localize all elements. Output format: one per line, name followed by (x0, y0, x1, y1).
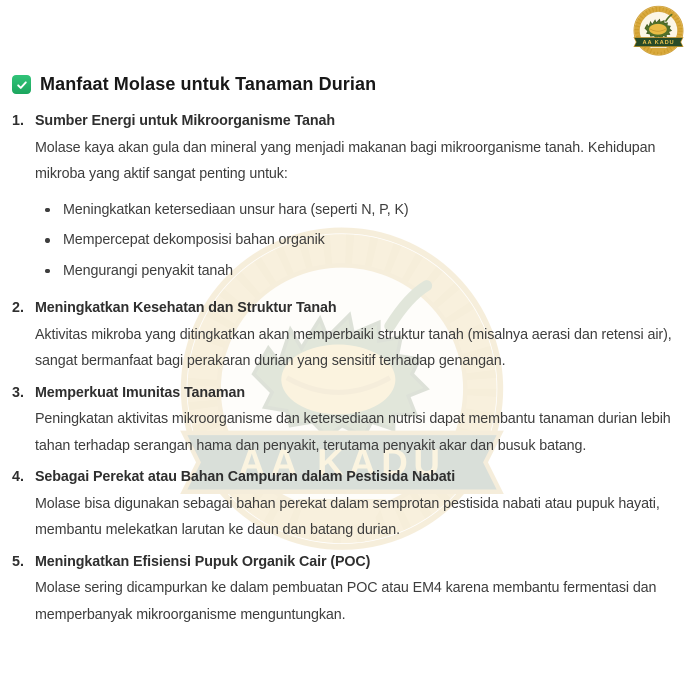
bullet-item: Mengurangi penyakit tanah (35, 258, 678, 285)
section-body: Molase kaya akan gula dan mineral yang menjadi makanan bagi mikroorganisme tanah. Kehidupan mikroba yang aktif sangat penting untuk: (35, 139, 656, 182)
page-title-row (12, 74, 678, 95)
section-heading: Meningkatkan Efisiensi Pupuk Organik Cair (POC) (35, 553, 371, 570)
check-icon (12, 75, 31, 94)
section-item (12, 108, 678, 290)
section-number: 2. (12, 300, 24, 316)
section-item (12, 380, 678, 460)
section-body: Peningkatan aktivitas mikroorganisme dan ketersediaan nutrisi dapat membantu tanaman durian lebih tahan terhadap serangan hama dan penyakit, terutama penyakit akar dan busuk batang. (35, 411, 671, 454)
section-number: 3. (12, 384, 24, 401)
bullet-item: Meningkatkan ketersediaan unsur hara (seperti N, P, K) (35, 197, 678, 224)
section-number: 1. (12, 113, 24, 129)
section-heading: Sebagai Perekat atau Bahan Campuran dalam Pestisida Nabati (35, 469, 456, 485)
page-title: Manfaat Molase untuk Tanaman Durian (40, 74, 377, 94)
section-item (12, 464, 678, 544)
section-body: Molase sering dicampurkan ke dalam pembuatan POC atau EM4 karena membantu fermentasi dan memperbanyak mikroorganisme menguntungkan. (35, 580, 657, 623)
section-heading: Meningkatkan Kesehatan dan Struktur Tanah (35, 300, 337, 316)
bullet-item: Mempercepat dekomposisi bahan organik (35, 227, 678, 254)
section-number: 4. (12, 469, 24, 485)
section-body: Aktivitas mikroba yang ditingkatkan akan memperbaiki struktur tanah (misalnya aerasi dan retensi air), sangat bermanfaat bagi perakaran durian yang sensitif terhadap genangan. (35, 326, 672, 369)
section-heading: Memperkuat Imunitas Tanaman (35, 384, 245, 401)
section-item (12, 549, 678, 629)
document-body (12, 74, 678, 633)
section-item (12, 295, 678, 375)
bullet-list (35, 197, 678, 285)
section-body: Molase bisa digunakan sebagai bahan perekat dalam semprotan pestisida nabati atau pupuk hayati, membantu melekatkan larutan ke daun dan batang durian. (35, 495, 660, 538)
section-number: 5. (12, 553, 24, 570)
section-heading: Sumber Energi untuk Mikroorganisme Tanah (35, 113, 335, 129)
brand-logo (630, 5, 687, 66)
